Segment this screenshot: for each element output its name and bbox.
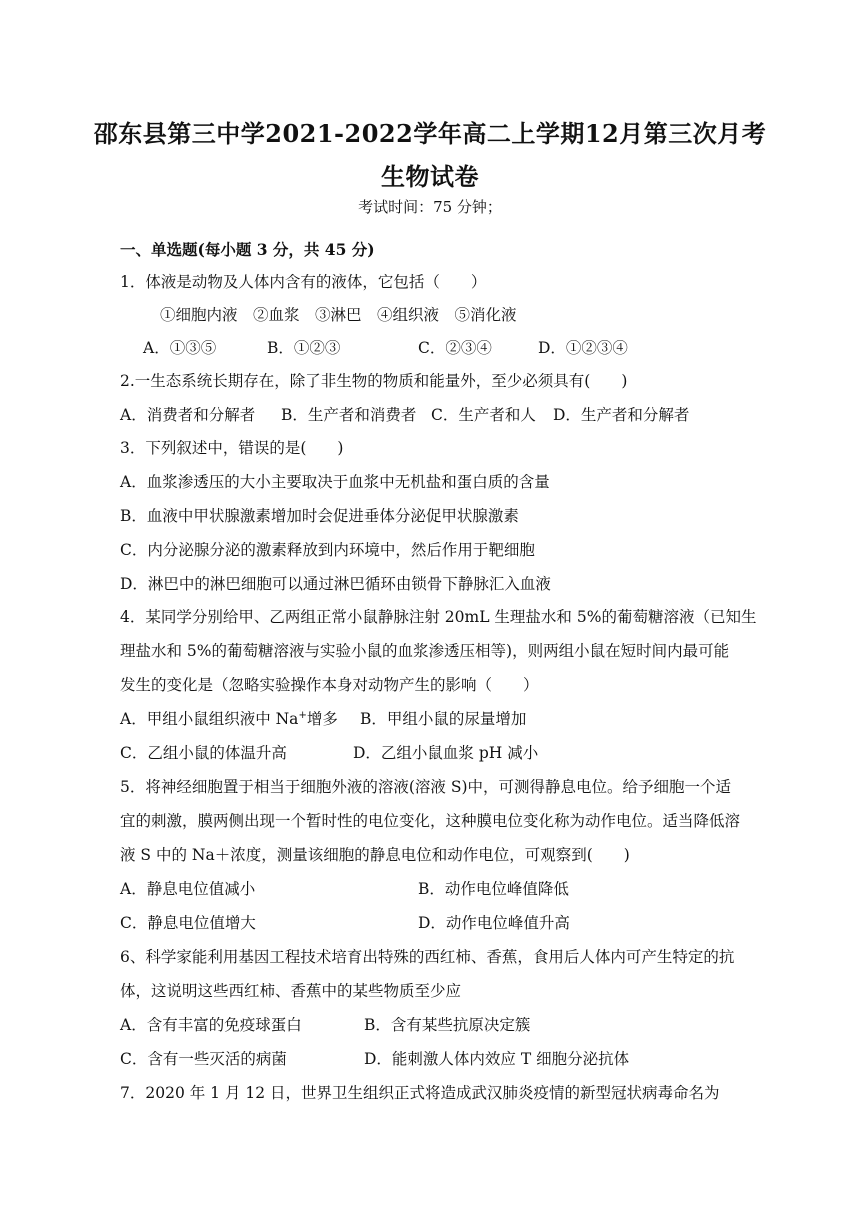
q4-stem-line-2: 理盐水和 5%的葡萄糖溶液与实验小鼠的血浆渗透压相等)，则两组小鼠在短时间内最可能 <box>120 642 730 660</box>
q5-option-b: B．动作电位峰值降低 <box>418 880 569 898</box>
q6-stem-line-2: 体，这说明这些西红柿、香蕉中的某些物质至少应 <box>120 982 462 1000</box>
q3-option-a: A．血浆渗透压的大小主要取决于血浆中无机盐和蛋白质的含量 <box>120 473 550 491</box>
q1-option-c: C．②③④ <box>418 339 492 357</box>
section-heading: 一、单选题(每小题 3 分，共 45 分) <box>120 240 375 259</box>
q2-stem: 2.一生态系统长期存在，除了非生物的物质和能量外，至少必须具有( ) <box>120 372 628 390</box>
q3-option-c: C．内分泌腺分泌的激素释放到内环境中，然后作用于靶细胞 <box>120 541 535 559</box>
q2-option-a: A．消费者和分解者 <box>120 406 256 424</box>
q3-option-b: B．血液中甲状腺激素增加时会促进垂体分泌促甲状腺激素 <box>120 507 519 525</box>
q4-option-a-text: A．甲组小鼠组织液中 Na <box>120 710 299 728</box>
exam-subject: 生物试卷 <box>381 162 479 191</box>
q6-option-d: D．能刺激人体内效应 T 细胞分泌抗体 <box>364 1050 630 1068</box>
q4-option-c: C．乙组小鼠的体温升高 <box>120 744 287 762</box>
q1-option-a: A．①③⑤ <box>143 339 217 357</box>
q5-stem-line-1: 5．将神经细胞置于相当于细胞外液的溶液(溶液 S)中，可测得静息电位。给予细胞一个适 <box>120 778 732 796</box>
q1-option-b: B．①②③ <box>267 339 341 357</box>
q2-option-c: C．生产者和人 <box>431 406 536 424</box>
q5-option-d: D．动作电位峰值升高 <box>418 914 570 932</box>
q5-stem-line-3: 液 S 中的 Na＋浓度，测量该细胞的静息电位和动作电位，可观察到( ) <box>120 846 630 864</box>
q7-stem: 7．2020 年 1 月 12 日，世界卫生组织正式将造成武汉肺炎疫情的新型冠状病毒命名为 <box>120 1084 720 1102</box>
q3-option-d: D．淋巴中的淋巴细胞可以通过淋巴循环由锁骨下静脉汇入血液 <box>120 575 551 593</box>
q4-stem-line-1: 4．某同学分别给甲、乙两组正常小鼠静脉注射 20mL 生理盐水和 5%的葡萄糖溶液（已知生 <box>120 608 757 626</box>
q2-option-d: D．生产者和分解者 <box>553 406 690 424</box>
q6-stem-line-1: 6、科学家能利用基因工程技术培育出特殊的西红柿、香蕉，食用后人体内可产生特定的抗 <box>120 948 735 966</box>
q6-option-b: B．含有某些抗原决定簇 <box>364 1016 531 1034</box>
exam-title: 邵东县第三中学2021-2022学年高二上学期12月第三次月考 <box>93 119 767 148</box>
q1-stem: 1．体液是动物及人体内含有的液体，它包括（ ） <box>120 273 487 291</box>
q4-option-a-suffix: 增多 <box>306 710 338 728</box>
q4-option-a-superscript: + <box>298 709 307 721</box>
q5-option-c: C．静息电位值增大 <box>120 914 256 932</box>
q2-option-b: B．生产者和消费者 <box>281 406 417 424</box>
q4-stem-line-3: 发生的变化是（忽略实验操作本身对动物产生的影响（ ） <box>120 676 539 694</box>
exam-time: 考试时间：75 分钟； <box>358 198 502 216</box>
q3-stem: 3．下列叙述中，错误的是( ) <box>120 439 344 457</box>
q4-option-b: B．甲组小鼠的尿量增加 <box>360 710 527 728</box>
q6-option-c: C．含有一些灭活的病菌 <box>120 1050 287 1068</box>
q1-option-d: D．①②③④ <box>538 339 628 357</box>
q5-option-a: A．静息电位值减小 <box>120 880 256 898</box>
q1-items: ①细胞内液 ②血浆 ③淋巴 ④组织液 ⑤消化液 <box>160 306 517 324</box>
q5-stem-line-2: 宜的刺激，膜两侧出现一个暂时性的电位变化，这种膜电位变化称为动作电位。适当降低溶 <box>120 812 741 830</box>
q6-option-a: A．含有丰富的免疫球蛋白 <box>120 1016 302 1034</box>
q4-option-d: D．乙组小鼠血浆 pH 减小 <box>353 744 539 762</box>
q4-option-a <box>120 709 338 729</box>
